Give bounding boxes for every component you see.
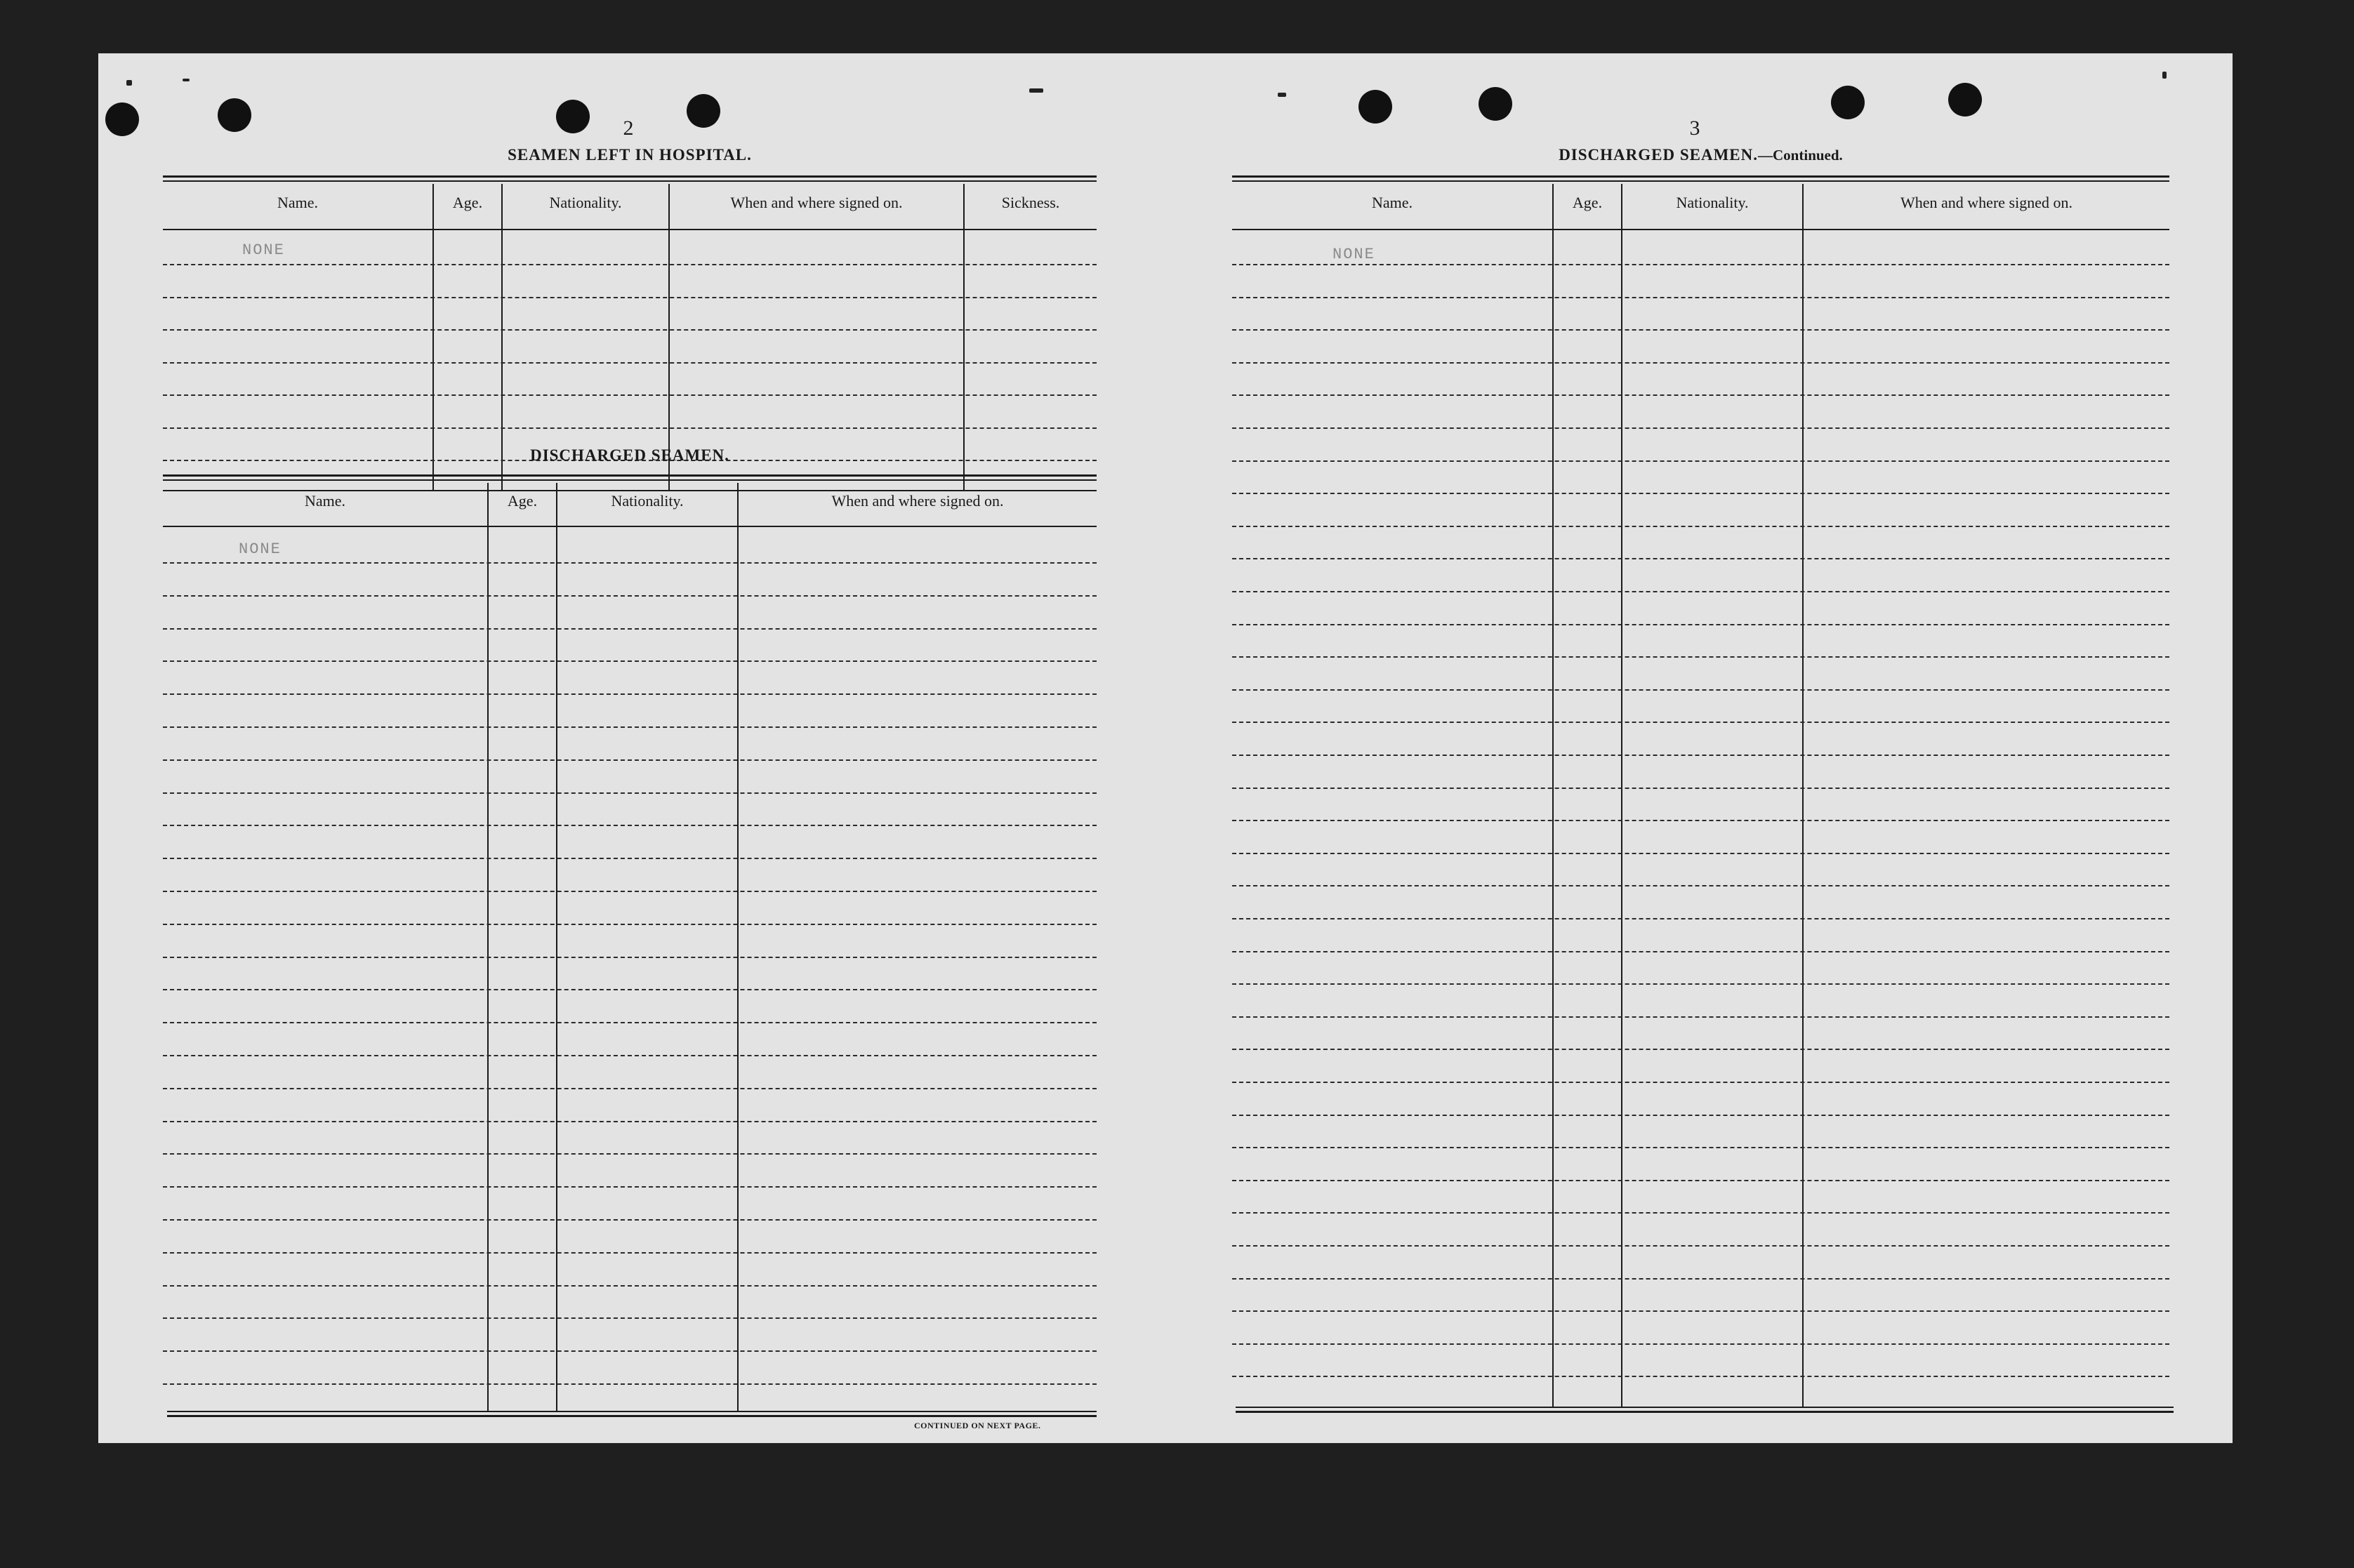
column-header-nationality: Nationality. — [611, 492, 684, 510]
double-rule — [163, 474, 1097, 477]
ruled-line — [1232, 853, 2169, 854]
ruled-line — [1232, 1343, 2169, 1345]
header-rule — [1232, 229, 2169, 230]
punch-hole — [687, 94, 720, 128]
punch-hole — [105, 102, 139, 136]
column-header-signed-on: When and where signed on. — [1900, 194, 2072, 211]
ruled-line — [1232, 1278, 2169, 1280]
punch-hole — [218, 98, 251, 132]
ruled-line — [163, 394, 1097, 396]
column-divider — [1552, 184, 1554, 1407]
ruled-line — [163, 1153, 1097, 1155]
ruled-line — [163, 858, 1097, 859]
ruled-line — [1232, 656, 2169, 658]
ruled-line — [163, 1088, 1097, 1089]
table-bottom-rule — [163, 490, 1097, 491]
page-number: 3 — [1689, 117, 1700, 140]
header-rule — [163, 229, 1097, 230]
ruled-line — [163, 1121, 1097, 1122]
column-header-age: Age. — [452, 194, 483, 211]
document-sheet — [98, 53, 2233, 1443]
title-text: DISCHARGED SEAMEN. — [1559, 146, 1759, 164]
ruled-line — [1232, 624, 2169, 625]
ruled-line — [1232, 1016, 2169, 1018]
column-divider — [737, 483, 739, 1411]
ruled-line — [163, 427, 1097, 429]
column-header-name: Name. — [1371, 194, 1413, 211]
ruled-line — [163, 759, 1097, 761]
header-rule — [163, 526, 1097, 527]
entry-none: NONE — [242, 241, 285, 259]
ruled-line — [163, 562, 1097, 564]
ruled-line — [163, 595, 1097, 597]
punch-hole — [1948, 83, 1982, 117]
column-header-name: Name. — [277, 194, 319, 211]
continued-note: CONTINUED ON NEXT PAGE. — [914, 1421, 1041, 1430]
ruled-line — [1232, 1049, 2169, 1050]
column-divider — [487, 483, 489, 1411]
column-header-age: Age. — [1572, 194, 1603, 211]
column-header-sickness: Sickness. — [1001, 194, 1060, 211]
ruled-line — [1232, 788, 2169, 789]
section-title-discharged: DISCHARGED SEAMEN. — [530, 446, 729, 464]
ruled-line — [163, 297, 1097, 298]
column-divider — [556, 483, 557, 1411]
ruled-line — [163, 693, 1097, 695]
punch-hole — [1831, 86, 1865, 119]
page-number: 2 — [623, 117, 634, 140]
title-suffix: —Continued. — [1758, 147, 1843, 164]
ruled-line — [163, 1219, 1097, 1221]
ruled-line — [163, 957, 1097, 958]
ruled-line — [163, 924, 1097, 925]
punch-hole — [556, 100, 590, 133]
ruled-line — [1232, 755, 2169, 756]
column-header-signed-on: When and where signed on. — [730, 194, 903, 211]
ruled-line — [163, 726, 1097, 728]
ruled-line — [163, 1186, 1097, 1188]
column-divider — [668, 184, 670, 490]
ruled-line — [1232, 1212, 2169, 1214]
ruled-line — [1232, 1180, 2169, 1181]
ink-speck — [183, 79, 190, 81]
double-rule — [163, 180, 1097, 182]
double-rule — [163, 479, 1097, 481]
ruled-line — [1232, 951, 2169, 952]
column-divider — [432, 184, 434, 490]
ruled-line — [1232, 722, 2169, 723]
ink-speck — [1029, 88, 1043, 93]
ruled-line — [1232, 983, 2169, 985]
column-divider — [501, 184, 503, 490]
ruled-line — [1232, 460, 2169, 462]
ruled-line — [1232, 1376, 2169, 1377]
ruled-line — [163, 660, 1097, 662]
ruled-line — [1232, 1082, 2169, 1083]
ruled-line — [1232, 493, 2169, 494]
punch-hole — [1358, 90, 1392, 124]
entry-none: NONE — [239, 540, 282, 558]
table-bottom-rule — [1236, 1411, 2174, 1413]
ink-speck — [2162, 72, 2167, 79]
column-divider — [1621, 184, 1622, 1407]
ruled-line — [163, 1383, 1097, 1385]
ruled-line — [1232, 689, 2169, 691]
ruled-line — [1232, 1310, 2169, 1312]
ink-speck — [126, 80, 132, 86]
ruled-line — [163, 628, 1097, 630]
ruled-line — [1232, 264, 2169, 265]
ruled-line — [163, 264, 1097, 265]
ruled-line — [163, 362, 1097, 364]
ruled-line — [1232, 885, 2169, 886]
double-rule — [1232, 180, 2169, 182]
entry-none: NONE — [1333, 246, 1375, 263]
ruled-line — [163, 1350, 1097, 1352]
section-title-hospital: SEAMEN LEFT IN HOSPITAL. — [508, 146, 752, 164]
ink-speck — [1278, 93, 1286, 97]
ruled-line — [1232, 918, 2169, 919]
ruled-line — [163, 891, 1097, 892]
ruled-line — [1232, 297, 2169, 298]
ruled-line — [1232, 591, 2169, 592]
column-header-nationality: Nationality. — [549, 194, 622, 211]
ruled-line — [1232, 427, 2169, 429]
ruled-line — [163, 1285, 1097, 1287]
double-rule — [163, 175, 1097, 178]
ruled-line — [1232, 362, 2169, 364]
ruled-line — [163, 1317, 1097, 1319]
ruled-line — [1232, 1147, 2169, 1148]
ruled-line — [1232, 526, 2169, 527]
ruled-line — [163, 1055, 1097, 1056]
ruled-line — [163, 1022, 1097, 1023]
ruled-line — [163, 792, 1097, 794]
table-bottom-rule — [167, 1415, 1097, 1417]
table-bottom-rule — [1236, 1407, 2174, 1408]
ruled-line — [163, 329, 1097, 331]
ruled-line — [1232, 558, 2169, 559]
section-title-discharged-continued — [1232, 146, 2169, 164]
ruled-line — [1232, 1115, 2169, 1116]
ruled-line — [1232, 394, 2169, 396]
column-header-age: Age. — [507, 492, 538, 510]
column-header-signed-on: When and where signed on. — [831, 492, 1004, 510]
column-header-name: Name. — [304, 492, 346, 510]
ruled-line — [163, 825, 1097, 826]
ruled-line — [1232, 820, 2169, 821]
ruled-line — [1232, 1245, 2169, 1247]
column-divider — [963, 184, 965, 490]
column-header-nationality: Nationality. — [1676, 194, 1749, 211]
double-rule — [1232, 175, 2169, 178]
ruled-line — [1232, 329, 2169, 331]
ruled-line — [163, 989, 1097, 990]
punch-hole — [1479, 87, 1512, 121]
ruled-line — [163, 1252, 1097, 1254]
column-divider — [1802, 184, 1804, 1407]
table-bottom-rule — [167, 1411, 1097, 1412]
